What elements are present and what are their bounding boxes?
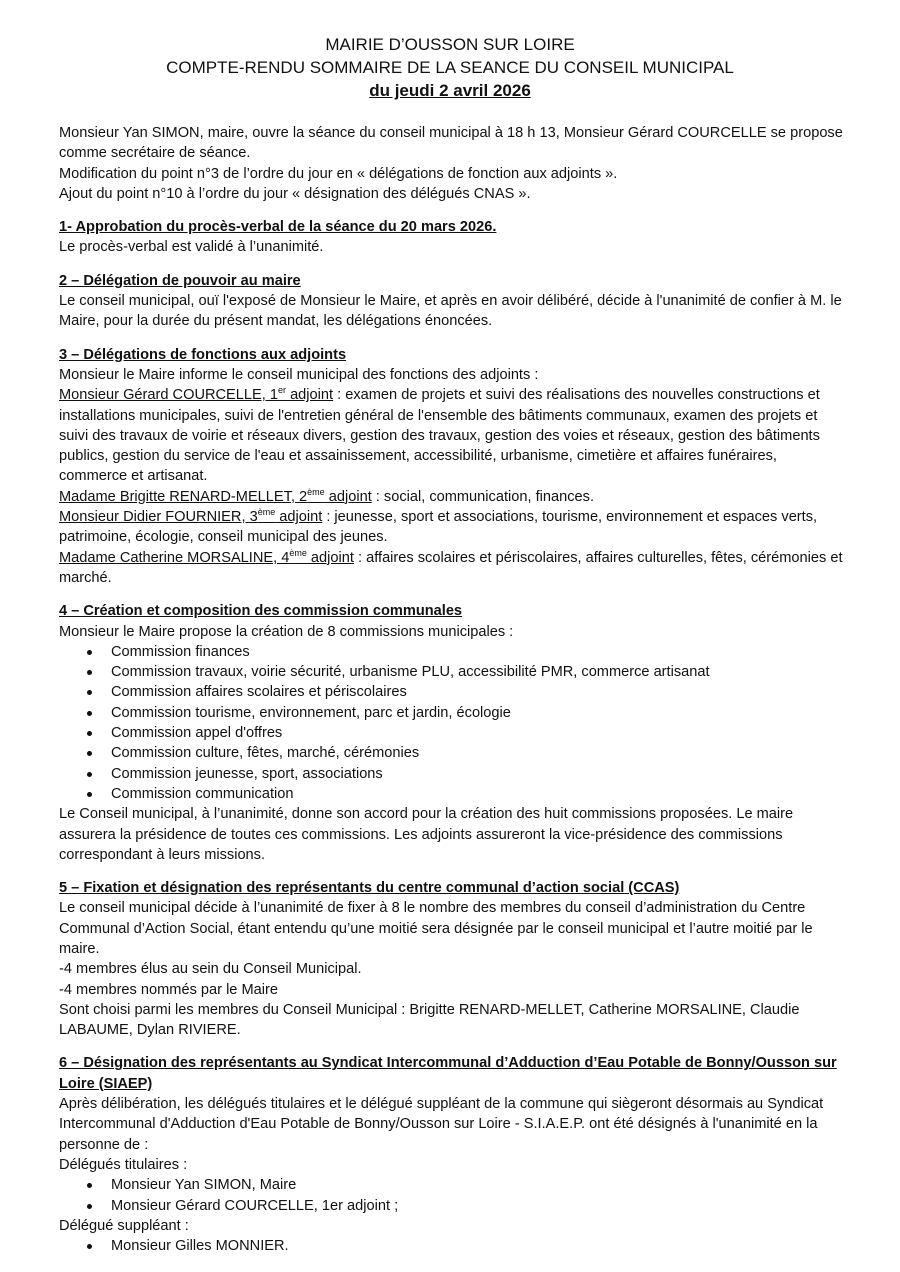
adjoint-3-paragraph xyxy=(59,507,849,548)
section-6-title: 6 – Désignation des représentants au Syndicat Intercommunal d’Adduction d’Eau Potable de Bonny/Ousson sur Loire (SIAEP) xyxy=(59,1055,837,1092)
section-2-title: 2 – Délégation de pouvoir au maire xyxy=(59,272,301,289)
adjoint-3-label: Monsieur Didier FOURNIER, 3ème adjoint xyxy=(59,507,323,526)
list-item: Commission culture, fêtes, marché, cérémonies xyxy=(59,743,849,763)
section-4-outro: Le Conseil municipal, à l’unanimité, donne son accord pour la création des huit commissions proposées. Le maire assurera la présidence de toutes ces commissions. Les adjoints assureront la vice-présidence des commissions correspondant à leurs missions. xyxy=(59,806,794,863)
adjoint-3-functions: : jeunesse, sport et associations, tourisme, environnement et espaces verts, patrimoine, écologie, conseil municipal des jeunes. xyxy=(59,509,818,546)
list-item: Commission communication xyxy=(59,784,849,804)
adjoint-4-functions: : affaires scolaires et périscolaires, affaires culturelles, fêtes, cérémonies et marché. xyxy=(59,549,843,586)
list-item: Commission tourisme, environnement, parc et jardin, écologie xyxy=(59,703,849,723)
intro-addition: Ajout du point n°10 à l’ordre du jour « désignation des délégués CNAS ». xyxy=(59,185,531,202)
list-item: Monsieur Yan SIMON, Maire xyxy=(59,1175,849,1195)
section-5-title: 5 – Fixation et désignation des représentants du centre communal d’action social (CCAS) xyxy=(59,880,680,897)
list-item: Commission jeunesse, sport, associations xyxy=(59,764,849,784)
list-item: Monsieur Gérard COURCELLE, 1er adjoint ; xyxy=(59,1196,849,1216)
ccas-elected-members: -4 membres élus au sein du Conseil Municipal. xyxy=(59,961,362,978)
adjoint-2-functions: : social, communication, finances. xyxy=(371,488,594,505)
adjoint-2-label: Madame Brigitte RENARD-MELLET, 2ème adjoint xyxy=(59,486,372,505)
section-3-intro: Monsieur le Maire informe le conseil municipal des fonctions des adjoints : xyxy=(59,366,539,383)
section-6-text: Après délibération, les délégués titulaires et le délégué suppléant de la commune qui siègeront désormais au Syndicat Intercommunal d'Adduction d'Eau Potable de Bonny/Ousson sur Loire - S.I.A.E.P. ont été désignés à l'unanimité en la personne de : xyxy=(59,1096,824,1153)
adjoint-2-paragraph xyxy=(59,487,849,507)
suppleants-list xyxy=(59,1236,849,1256)
section-4-title: 4 – Création et composition des commission communales xyxy=(59,603,463,620)
section-3-title: 3 – Délégations de fonctions aux adjoints xyxy=(59,346,347,363)
titulaires-label: Délégués titulaires : xyxy=(59,1156,188,1173)
town-hall-title: MAIRIE D’OUSSON SUR LOIRE xyxy=(325,35,575,54)
commissions-list xyxy=(59,642,849,804)
list-item: Commission finances xyxy=(59,642,849,662)
adjoint-1-paragraph xyxy=(59,385,849,486)
document-body xyxy=(59,123,849,1256)
suppleant-label: Délégué suppléant : xyxy=(59,1217,189,1234)
ccas-appointed-members: -4 membres nommés par le Maire xyxy=(59,981,278,998)
list-item: Monsieur Gilles MONNIER. xyxy=(59,1236,849,1256)
session-date: du jeudi 2 avril 2026 xyxy=(369,81,531,100)
titulaires-list xyxy=(59,1175,849,1216)
ccas-chosen-members: Sont choisi parmi les membres du Conseil Municipal : Brigitte RENARD-MELLET, Catherine MORSALINE, Claudie LABAUME, Dylan RIVIERE. xyxy=(59,1001,800,1039)
list-item: Commission affaires scolaires et périscolaires xyxy=(59,682,849,702)
list-item: Commission travaux, voirie sécurité, urbanisme PLU, accessibilité PMR, commerce artisanat xyxy=(59,662,849,682)
section-1-text: Le procès-verbal est validé à l’unanimité. xyxy=(59,239,324,256)
adjoint-4-paragraph xyxy=(59,548,849,589)
section-1-title: 1- Approbation du procès-verbal de la séance du 20 mars 2026. xyxy=(59,219,497,236)
adjoint-4-label: Madame Catherine MORSALINE, 4ème adjoint xyxy=(59,547,354,566)
section-5-text: Le conseil municipal décide à l’unanimité de fixer à 8 le nombre des membres du conseil d’administration du Centre Communal d’Action Social, étant entendu qu’une moitié sera désignée par le conseil municipal et l’autre moitié par le maire. xyxy=(59,900,813,957)
intro-modification: Modification du point n°3 de l’ordre du jour en « délégations de fonction aux adjoints ». xyxy=(59,165,618,182)
adjoint-1-label: Monsieur Gérard COURCELLE, 1er adjoint xyxy=(59,385,334,404)
adjoint-1-functions: : examen de projets et suivi des réalisations des nouvelles constructions et installations municipales, suivi de l'entretien général de l'ensemble des bâtiments communaux, examen des projets et suivi des travaux de voirie et réseaux divers, gestion des travaux, gestion des voies et réseaux, gestion des bâtiments publics, gestion du service de l'eau et assainissement, accessibilité, urbanisme, cimetière et affaires funéraires, commerce et artisanat. xyxy=(59,387,820,485)
list-item: Commission appel d'offres xyxy=(59,723,849,743)
document-header xyxy=(0,33,900,102)
report-title: COMPTE-RENDU SOMMAIRE DE LA SEANCE DU CONSEIL MUNICIPAL xyxy=(166,58,734,77)
intro-opening: Monsieur Yan SIMON, maire, ouvre la séance du conseil municipal à 18 h 13, Monsieur Gérard COURCELLE se propose comme secrétaire de séance. xyxy=(59,125,843,162)
section-2-text: Le conseil municipal, ouï l'exposé de Monsieur le Maire, et après en avoir délibéré, décide à l'unanimité de confier à M. le Maire, pour la durée du présent mandat, les délégations énoncées. xyxy=(59,293,842,330)
section-4-intro: Monsieur le Maire propose la création de 8 commissions municipales : xyxy=(59,623,514,640)
